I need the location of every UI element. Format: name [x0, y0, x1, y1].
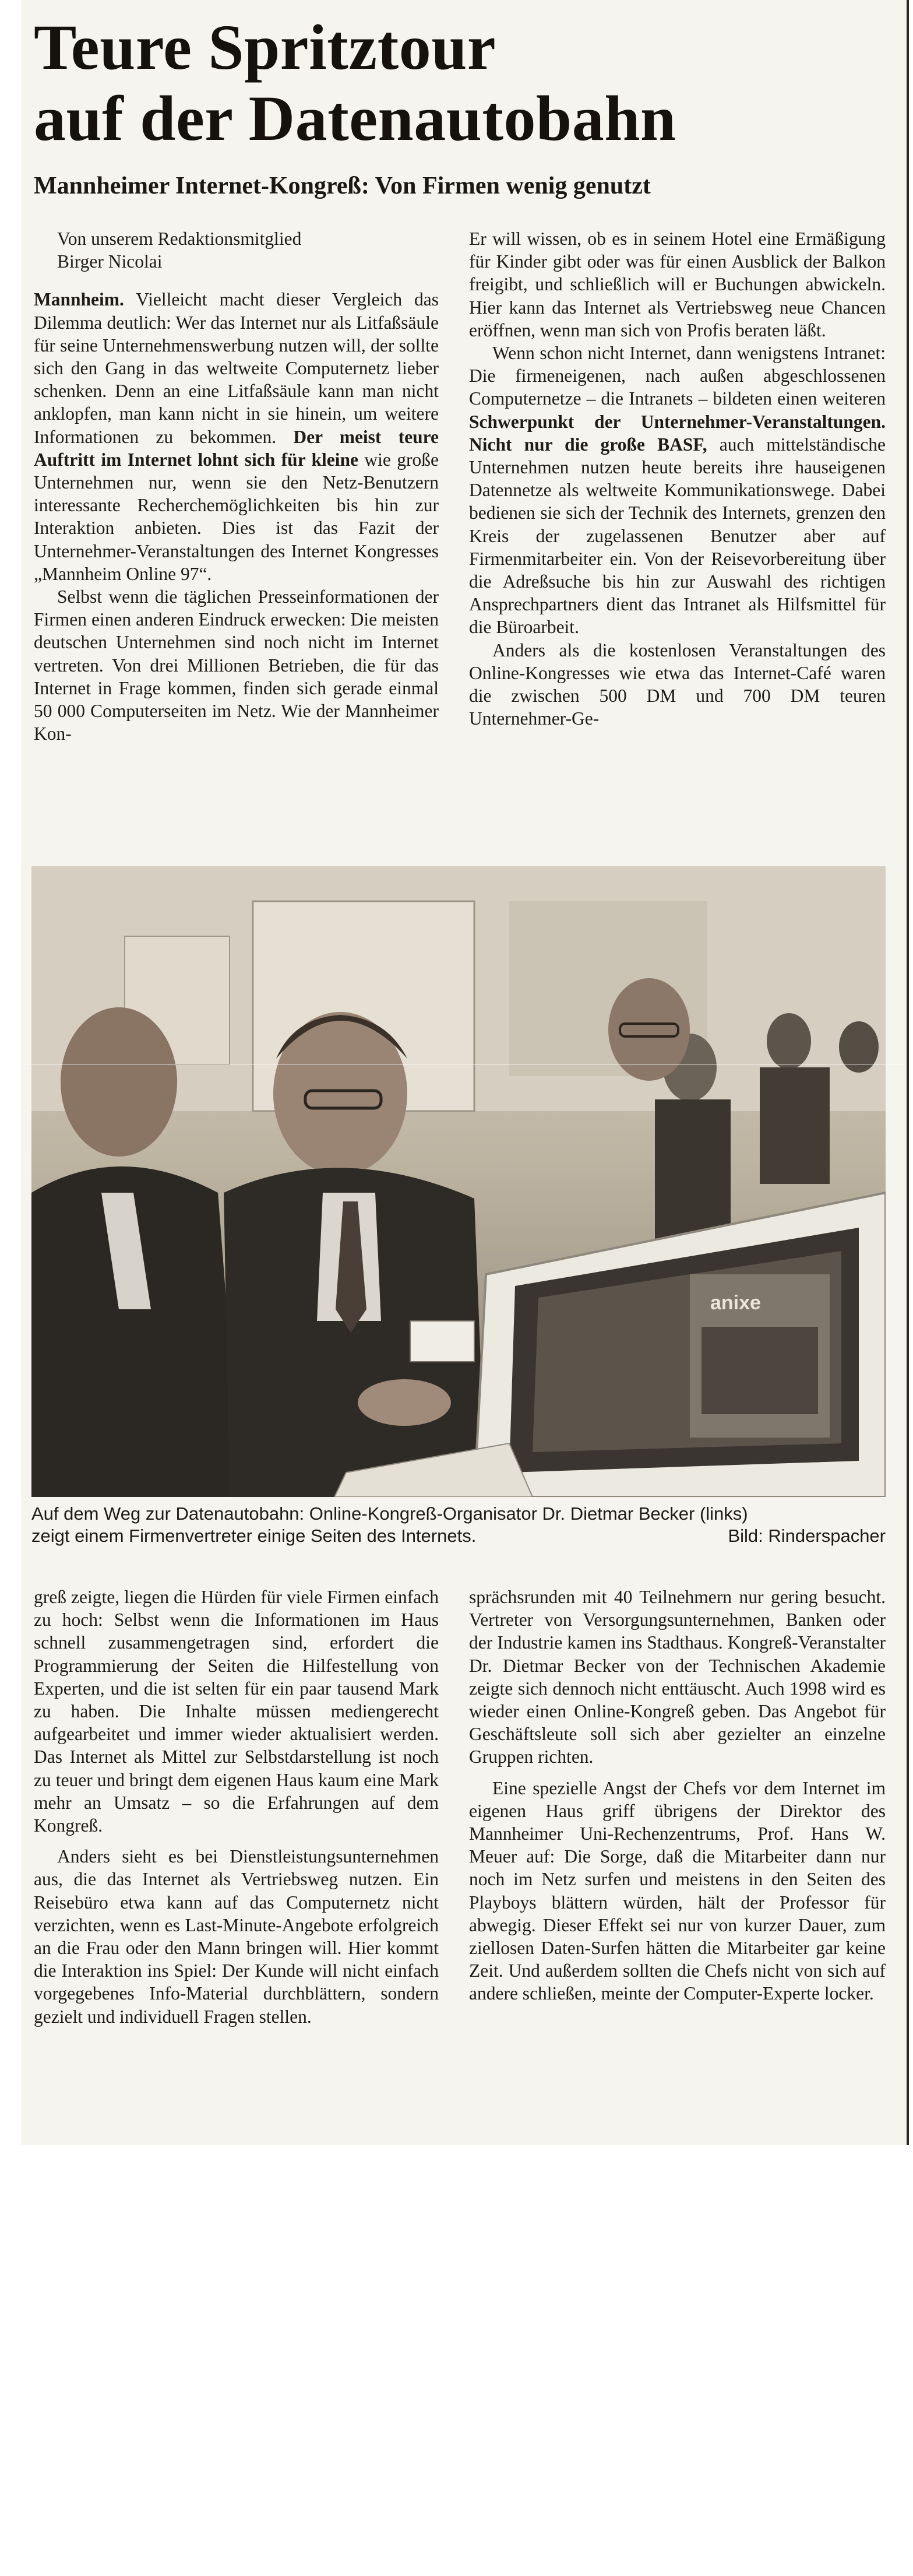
paragraph: Selbst wenn die täglichen Presseinformationen der Firmen einen anderen Eindruck erwecken: Die meisten deutschen Unternehmen sind noch nicht im Internet vertreten. Von drei Millionen Betrieben, die für das Internet in Frage kommen, finden sich gerade einmal 50 000 Computerseiten im Netz. Wie der Mannheimer Kon- [34, 586, 439, 744]
photo-caption [31, 1503, 886, 1547]
caption-line-2 [31, 1525, 886, 1547]
headline-line-2: auf der Datenautobahn [34, 83, 676, 154]
article-photo [31, 866, 886, 1497]
headline-line-1: Teure Spritztour [34, 12, 496, 83]
byline [34, 227, 439, 273]
paragraph: sprächsrunden mit 40 Teilnehmern nur gering besucht. Vertreter von Versorgungsunternehmen, Banken oder der Industrie kamen ins Stadthaus. Kongreß-Veranstalter Dr. Dietmar Becker von der Technischen Akademie zeigte sich dennoch nicht enttäuscht. Auch 1998 wird es wieder einen Online-Kongreß geben. Das Angebot für Geschäftsleute soll sich aber gezielter an einzelne Gruppen richten. [469, 1587, 886, 1767]
photo-man-left-head [61, 1007, 177, 1157]
photo-screen-image [702, 1327, 818, 1414]
article-column-4 [469, 1586, 886, 2134]
paragraph: Anders als die kostenlosen Veranstaltungen des Online-Kongresses wie etwa das Internet-Café waren die zwischen 500 DM und 700 DM teuren Unternehmer-Ge- [469, 639, 886, 729]
byline-author: Birger Nicolai [57, 251, 163, 272]
article-column-3 [34, 1586, 439, 2134]
paragraph-text: Wenn schon nicht Internet, dann wenigstens Intranet: Die firmeneigenen, nach außen abgeschlossenen Computernetze – die Intranets – bildeten einen weiteren [469, 343, 886, 409]
paragraph-text: wie große Unternehmen nur, wenn sie den Netz-Benutzern interessante Recherchemöglichkeiten bis hin zur Interaktion anbieten. Dies ist das Fazit der Unternehmer-Veranstaltungen des Internet Kongresses „Mannheim Online 97“. [34, 449, 439, 584]
photo-hand [358, 1379, 451, 1426]
paragraph-text: auch mittelständische Unternehmen nutzen heute bereits ihre hauseigenen Datennetze als weltweite Kommunikationswege. Dabei bedienen sie sich der Technik des Internets, grenzen den Kreis der zugelassenen Benutzer aber auf Firmenmitarbeiter ein. Von der Reisevorbereitung über die Adreßsuche bis hin zur Auswahl des richtigen Ansprechpartners dient das Intranet als Hilfsmittel für die Büroarbeit. [469, 434, 886, 638]
highlight-text: Der meist teure Auftritt im Internet lohnt sich für kleine [34, 426, 439, 470]
article-column-1 [34, 227, 439, 839]
headline [34, 12, 676, 154]
paragraph [469, 342, 886, 639]
dateline: Mannheim. [34, 289, 124, 310]
paragraph-text: Vielleicht macht dieser Vergleich das Dilemma deutlich: Wer das Internet nur als Litfaßsäule für seine Unternehmenswerbung nutzen will, der sollte sich den Gang in das weltweite Computernetz lieber schenken. Denn an eine Litfaßsäule kann man nicht anklopfen, man kann nicht in sie hinein, um weitere Informationen zu bekommen. [34, 289, 439, 447]
caption-line-1: Auf dem Weg zur Datenautobahn: Online-Kongreß-Organisator Dr. Dietmar Becker (links) [31, 1503, 748, 1524]
paragraph [34, 288, 439, 585]
photo-name-badge [410, 1321, 474, 1362]
paragraph: Er will wissen, ob es in seinem Hotel eine Ermäßigung für Kinder gibt oder was für einen Ausblick der Balkon freigibt, und schließlich will er Buchungen abwickeln. Hier kann das Internet als Vertriebsweg neue Chancen eröffnen, wenn man sich von Profis beraten läßt. [469, 229, 886, 340]
photo-bg-person [767, 1013, 811, 1069]
paragraph: greß zeigte, liegen die Hürden für viele Firmen einfach zu hoch: Selbst wenn die Informationen im Haus schnell zusammengetragen sind, erfordert die Programmierung der Seiten die Hilfestellung von Experten, und die ist selten für ein paar tausend Mark zu haben. Die Inhalte müssen mediengerecht aufgearbeitet und immer wieder aktualisiert werden. Das Internet als Mittel zur Selbstdarstellung ist noch zu teuer und bringt dem eigenen Haus kaum eine Mark mehr an Umsatz – so die Erfahrungen auf dem Kongreß. [34, 1587, 439, 1836]
paragraph: Anders sieht es bei Dienstleistungsunternehmen aus, die das Internet als Vertriebsweg nutzen. Ein Reisebüro etwa kann auf das Computernetz nicht verzichten, wenn es Last-Minute-Angebote erfolgreich an die Frau oder den Mann bringen will. Hier kommt die Interaktion ins Spiel: Der Kunde will nicht einfach vorgegebenes Info-Material durchblättern, sondern gezielt und individuell Fragen stellen. [34, 1846, 439, 2027]
paper-fold-line [21, 1064, 907, 1065]
photo-illustration [31, 866, 886, 1497]
subheadline: Mannheimer Internet-Kongreß: Von Firmen wenig genutzt [34, 173, 651, 199]
article-column-2 [469, 227, 886, 839]
byline-role: Von unserem Redaktionsmitglied [57, 229, 302, 249]
paragraph: Eine spezielle Angst der Chefs vor dem Internet im eigenen Haus griff übrigens der Direktor des Mannheimer Uni-Rechenzentrums, Prof. Hans W. Meuer auf: Die Sorge, daß die Mitarbeiter dann nur noch im Netz surfen und meistens in den Seiten des Playboys blättern würden, hält der Professor für abwegig. Dieser Effekt sei nur von kurzer Dauer, zum ziellosen Daten-Surfen hätten die Mitarbeiter gar keine Zeit. Und außerdem sollten die Chefs nicht von sich auf andere schließen, meinte der Computer-Experte locker. [469, 1777, 886, 2004]
photo-bg-person-body [760, 1067, 830, 1184]
caption-text: zeigt einem Firmenvertreter einige Seiten des Internets. [31, 1526, 477, 1546]
highlight-text: Schwerpunkt der Unternehmer-Veranstaltungen. Nicht nur die große BASF, [469, 411, 886, 455]
photo-screen-logo: anixe [710, 1292, 761, 1314]
photo-credit: Bild: Rinderspacher [728, 1526, 886, 1546]
